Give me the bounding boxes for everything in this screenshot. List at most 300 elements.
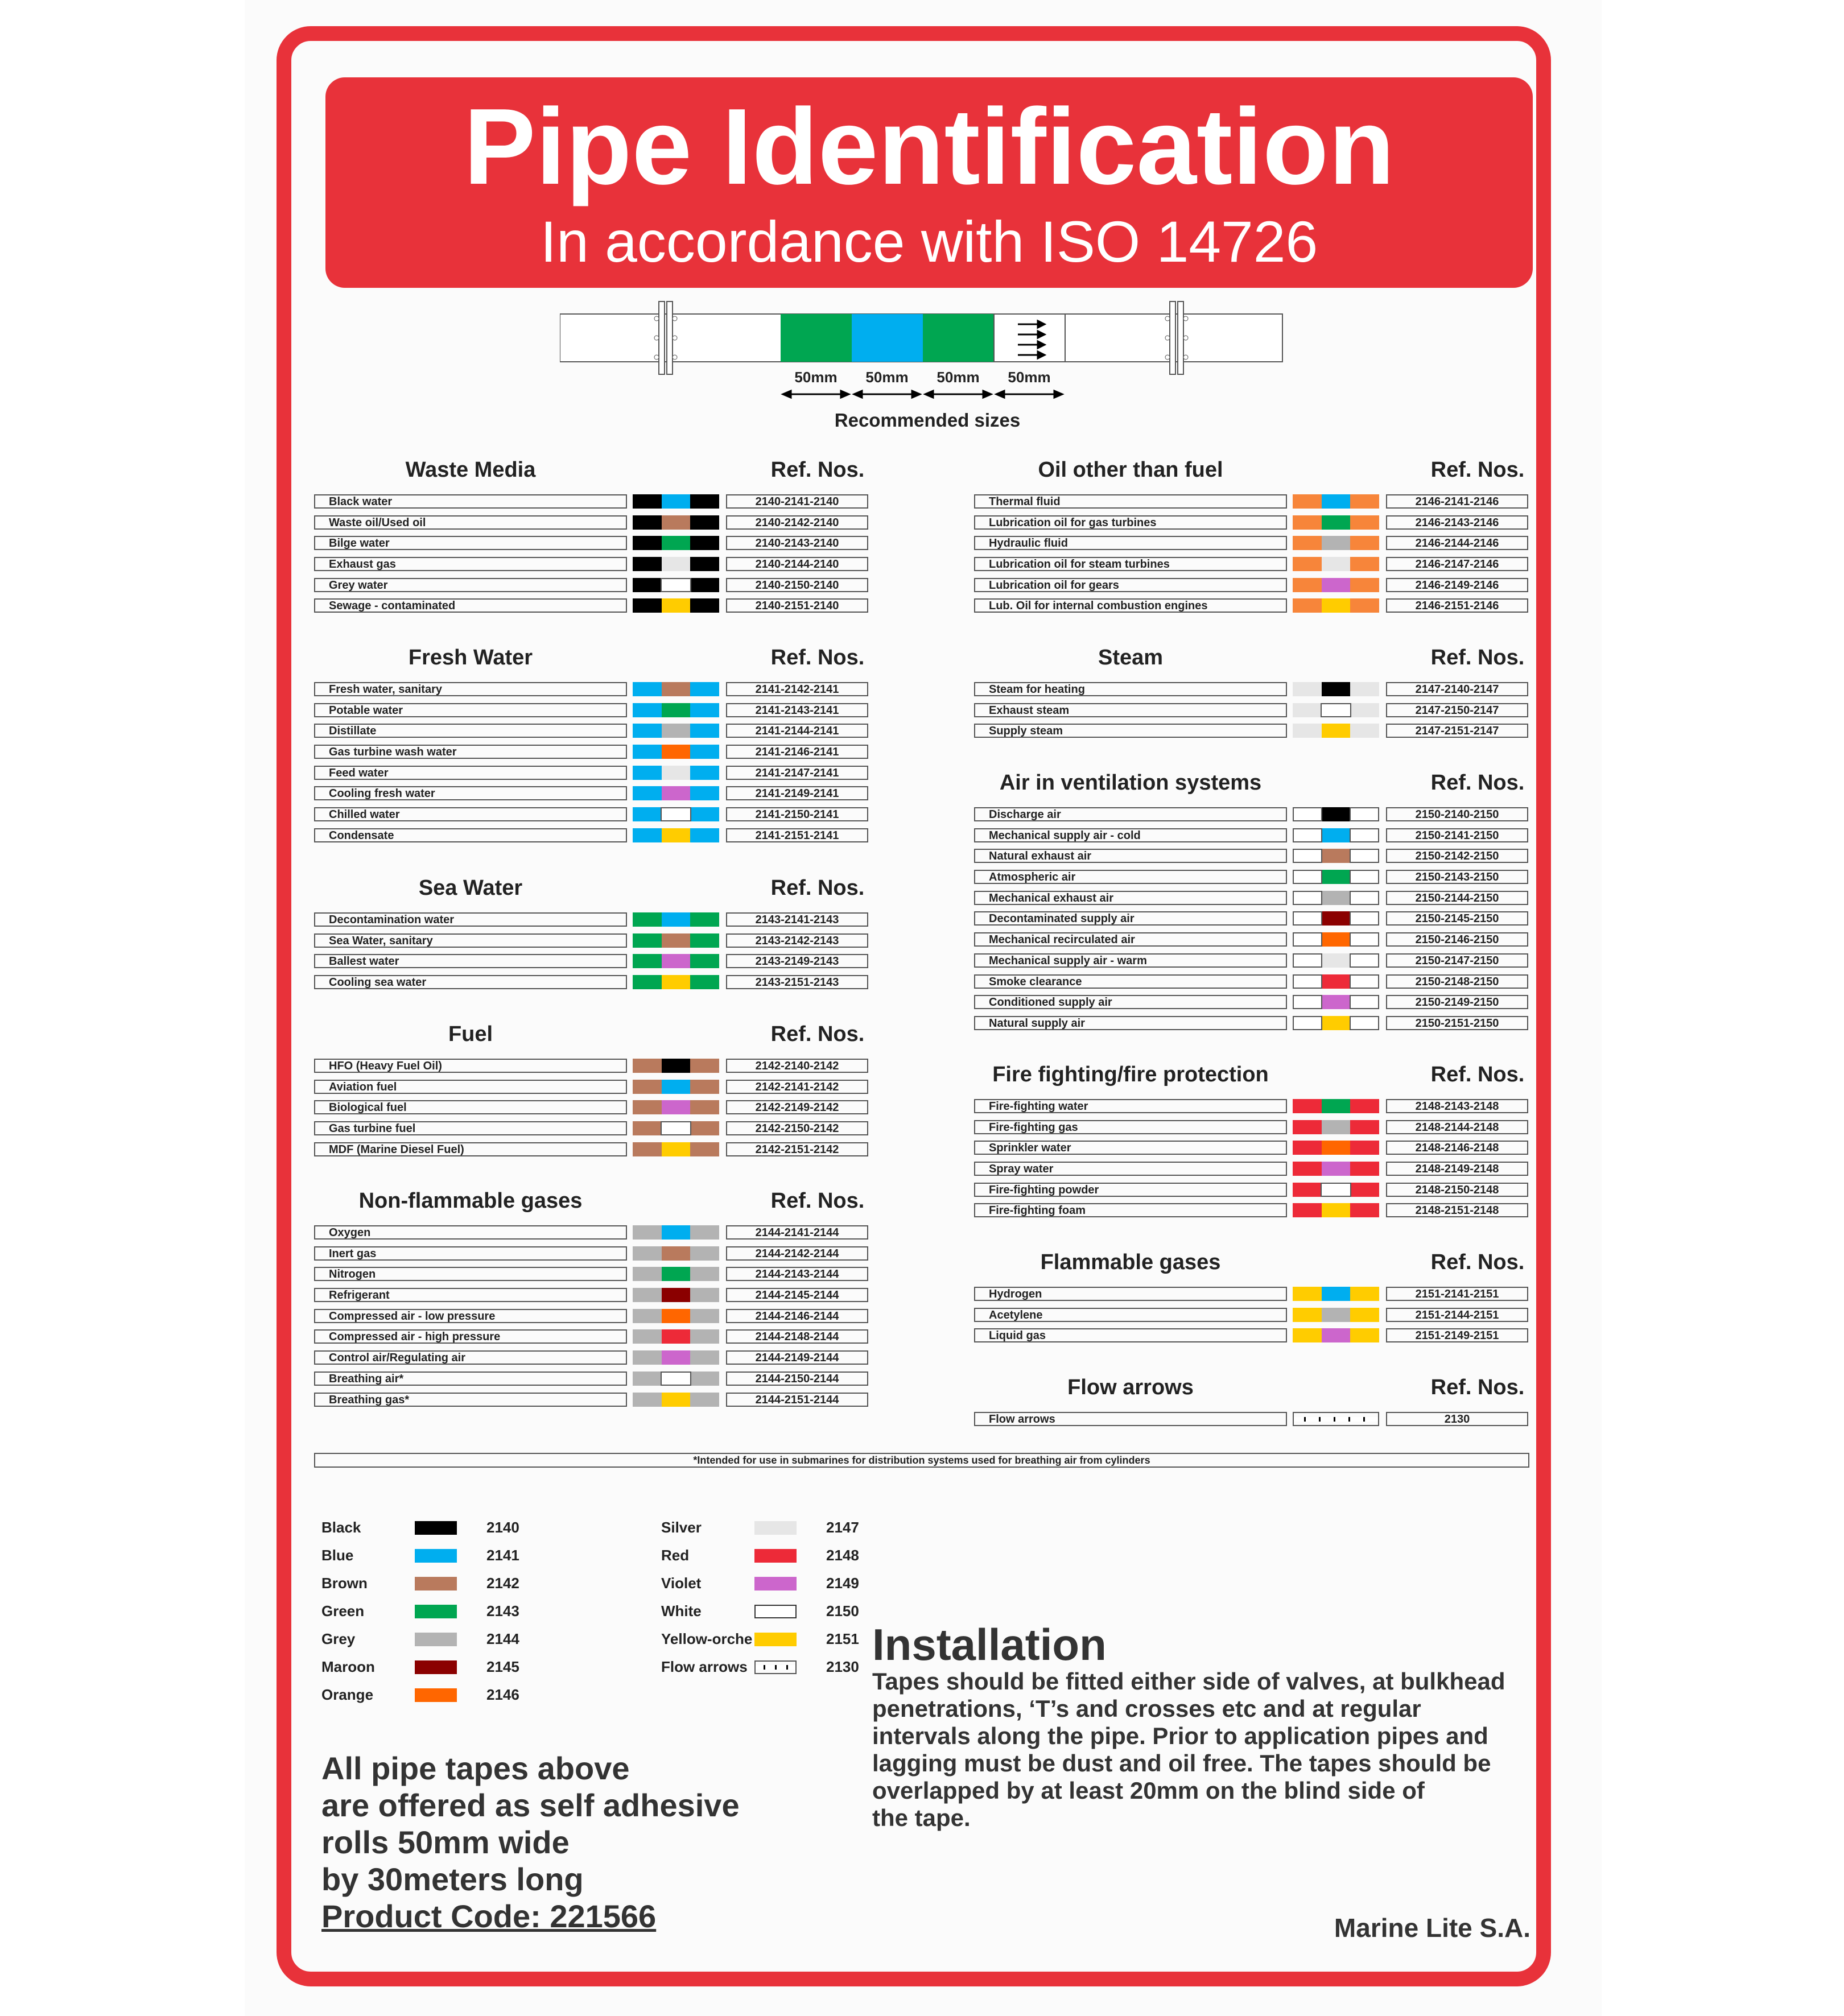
swatch-band-light_orange [1293,536,1322,550]
offer-line: are offered as self adhesive [321,1787,740,1823]
pipe-label: Supply steam [974,724,1287,738]
tape-band-2 [852,314,923,362]
swatch-band-blue [633,786,662,800]
swatch-band-blue [691,807,719,821]
swatch-band-light_orange [1293,557,1322,571]
ref-number: 2150-2149-2150 [1386,995,1528,1009]
ref-number: 2140-2143-2140 [726,536,868,550]
swatch-band-grey [633,1288,662,1302]
ref-number: 2140-2151-2140 [726,598,868,613]
swatch-band-green [690,954,719,968]
swatch-band-light_orange [1350,515,1379,530]
swatch-band-brown [633,1059,662,1073]
pipe-label: Fire-fighting powder [974,1183,1287,1197]
swatch-band-light_orange [1293,578,1322,592]
table-row [314,1286,883,1307]
color-legend-left [321,1519,549,1714]
ref-number: 2144-2142-2144 [726,1246,868,1261]
ref-number: 2142-2141-2142 [726,1080,868,1094]
pipe-label: Control air/Regulating air [314,1350,627,1365]
section-sea-water [314,870,883,994]
ref-nos-header: Ref. Nos. [1430,458,1525,482]
legend-item [321,1686,549,1714]
section-air-in-ventilation-systems [974,765,1543,1035]
color-swatch [633,1059,719,1073]
swatch-band-grey [690,1393,719,1407]
swatch-band-green [633,912,662,927]
ref-number: 2148-2143-2148 [1386,1099,1528,1113]
pipe-label: Nitrogen [314,1267,627,1281]
ref-number: 2144-2150-2144 [726,1371,868,1386]
ref-number: 2147-2140-2147 [1386,682,1528,696]
pipe-label: Potable water [314,703,627,717]
ref-nos-header: Ref. Nos. [1430,1250,1525,1274]
color-legend-right [661,1519,889,1686]
pipe-label: Gas turbine wash water [314,745,627,759]
color-swatch [1293,870,1379,884]
pipe-label: Fire-fighting foam [974,1203,1287,1217]
pipe-label: Flow arrows [974,1412,1287,1426]
table-row [974,1118,1543,1139]
swatch-band-black [633,494,662,509]
legend-color-name: Maroon [321,1658,375,1675]
section-title: Oil other than fuel [1038,458,1223,482]
company-name: Marine Lite S.A. [1334,1913,1531,1943]
swatch-band-blue [662,1225,691,1240]
legend-item [321,1630,549,1658]
installation-line: lagging must be dust and oil free. The tapes should be [872,1750,1491,1777]
table-row [314,1327,883,1348]
table-row [974,1306,1543,1327]
swatch-band-white [1293,807,1322,821]
color-swatch [633,515,719,530]
swatch-band-black [690,536,719,550]
pipe-label: Compressed air - high pressure [314,1329,627,1344]
legend-code: 2151 [826,1630,859,1647]
ref-number: 2147-2150-2147 [1386,703,1528,717]
swatch-band-blue [662,1080,691,1094]
table-row [314,1056,883,1077]
table-row [314,1119,883,1140]
pipe-label: Hydraulic fluid [974,536,1287,550]
swatch-band-green [690,975,719,989]
section-title: Flow arrows [1067,1375,1194,1399]
title-banner [325,77,1533,288]
color-swatch [633,1121,719,1135]
swatch-band-yellow [1293,1308,1322,1322]
color-swatch [1293,953,1379,968]
color-swatch [633,682,719,696]
ref-nos-header: Ref. Nos. [1430,771,1525,795]
swatch-band-light_orange [1293,494,1322,509]
swatch-band-brown [690,1142,719,1156]
ref-number: 2141-2143-2141 [726,703,868,717]
table-row [974,1284,1543,1306]
swatch-band-grey [1322,1308,1351,1322]
swatch-band-white [1321,1183,1351,1197]
ref-number: 2150-2151-2150 [1386,1016,1528,1030]
color-swatch [1293,515,1379,530]
ref-number: 2144-2141-2144 [726,1225,868,1240]
ref-number: 2141-2146-2141 [726,745,868,759]
swatch-band-orange [662,1309,691,1323]
swatch-band-light_orange [1350,536,1379,550]
color-swatch [633,1100,719,1114]
table-row [974,909,1543,930]
ref-number: 2142-2150-2142 [726,1121,868,1135]
color-swatch [633,1142,719,1156]
table-row [314,1098,883,1119]
swatch-band-violet [1322,578,1351,592]
swatch-band-blue [633,766,662,780]
installation-line: penetrations, ‘T’s and crosses etc and at regular [872,1695,1421,1722]
legend-code: 2145 [486,1658,519,1675]
ref-number: 2150-2140-2150 [1386,807,1528,821]
table-row [314,513,883,534]
section-flammable-gases [974,1245,1543,1347]
ref-number: 2150-2144-2150 [1386,891,1528,905]
color-swatch [633,598,719,613]
pipe-label: Sewage - contaminated [314,598,627,613]
table-row [314,952,883,973]
installation-line: intervals along the pipe. Prior to application pipes and [872,1722,1488,1749]
swatch-band-grey [1322,891,1350,905]
legend-item [321,1658,549,1686]
tape-band-3 [923,314,994,362]
swatch-band-yellow [1322,598,1351,613]
color-swatch [1293,494,1379,509]
pipe-label: Fire-fighting gas [974,1120,1287,1134]
table-row [974,513,1543,534]
offer-line: rolls 50mm wide [321,1824,570,1860]
pipe-label: Black water [314,494,627,509]
swatch-band-brown [690,1059,719,1073]
ref-number: 2143-2142-2143 [726,933,868,948]
pipe-label: Smoke clearance [974,974,1287,989]
swatch-band-orange [1322,932,1350,947]
table-row [974,1410,1543,1431]
swatch-band-yellow [662,598,691,613]
ref-number: 2147-2151-2147 [1386,724,1528,738]
legend-color-name: Yellow-orche [661,1630,753,1647]
swatch-band-white [661,578,691,592]
ref-number: 2144-2145-2144 [726,1288,868,1302]
legend-item [321,1575,549,1602]
swatch-band-black [633,536,662,550]
swatch-band-blue [690,828,719,842]
table-row [974,993,1543,1014]
ref-number: 2140-2141-2140 [726,494,868,509]
swatch-band-white [1350,828,1379,842]
swatch-band-orange [1322,1141,1351,1155]
swatch-band-white [1293,974,1322,989]
legend-color-name: Orange [321,1686,374,1703]
swatch-band-blue [633,682,662,696]
ref-number: 2150-2143-2150 [1386,870,1528,884]
swatch-band-yellow [1322,1016,1350,1030]
swatch-band-silver [662,557,691,571]
swatch-band-white [1293,891,1322,905]
ref-number: 2150-2141-2150 [1386,828,1528,842]
pipe-label: Decontaminated supply air [974,911,1287,926]
pipe-diagram [560,296,1286,427]
ref-number: 2144-2149-2144 [726,1350,868,1365]
swatch-band-blue [633,724,662,738]
legend-color-name: Green [321,1602,365,1620]
pipe-label: Exhaust gas [314,557,627,571]
swatch-band-white [1350,849,1379,863]
ref-number: 2146-2144-2146 [1386,536,1528,550]
legend-color-chip [415,1605,457,1618]
legend-color-chip [415,1577,457,1591]
ref-number: 2148-2144-2148 [1386,1120,1528,1134]
pipe-label: Atmospheric air [974,870,1287,884]
legend-color-name: Violet [661,1575,702,1592]
legend-color-chip [754,1577,797,1591]
swatch-band-white [1293,953,1322,968]
pipe-label: Oxygen [314,1225,627,1240]
swatch-band-red [1293,1141,1322,1155]
swatch-band-blue [1322,828,1350,842]
swatch-band-grey [1322,1120,1351,1134]
ref-number: 2150-2148-2150 [1386,974,1528,989]
swatch-band-grey [1322,536,1351,550]
table-row [314,784,883,805]
table-row [314,910,883,931]
swatch-band-silver [1322,953,1350,968]
section-non-flammable-gases [314,1183,883,1411]
ref-number: 2151-2149-2151 [1386,1328,1528,1342]
pipe-label: Inert gas [314,1246,627,1261]
ref-number: 2146-2149-2146 [1386,578,1528,592]
swatch-band-black [633,598,662,613]
swatch-band-grey [633,1225,662,1240]
color-swatch [1293,828,1379,842]
pipe-label: Refrigerant [314,1288,627,1302]
swatch-band-blue [690,724,719,738]
ref-number: 2151-2144-2151 [1386,1308,1528,1322]
legend-code: 2130 [826,1658,859,1675]
table-row [974,596,1543,617]
swatch-band-blue [690,682,719,696]
installation-title: Installation [872,1620,1107,1670]
section-header [974,1245,1543,1284]
swatch-band-brown [1322,849,1350,863]
table-row [974,1138,1543,1159]
legend-code: 2142 [486,1575,519,1592]
swatch-band-white [1350,953,1379,968]
ref-nos-header: Ref. Nos. [770,1022,865,1046]
swatch-band-white [661,1371,691,1386]
swatch-band-brown [633,1080,662,1094]
pipe-label: Fresh water, sanitary [314,682,627,696]
legend-color-name: Red [661,1547,690,1564]
swatch-band-yellow [662,828,691,842]
swatch-band-black [690,598,719,613]
color-swatch [633,954,719,968]
table-row [974,680,1543,701]
swatch-band-black [633,557,662,571]
table-row [314,596,883,617]
swatch-band-brown [662,1246,691,1261]
ref-nos-header: Ref. Nos. [770,458,865,482]
pipe-label: Grey water [314,578,627,592]
swatch-band-yellow [662,1142,691,1156]
swatch-band-white [1293,932,1322,947]
swatch-band-green [1322,1099,1351,1113]
swatch-band-grey [691,1371,719,1386]
swatch-band-green [662,703,691,717]
swatch-band-blue [662,912,691,927]
ref-number: 2140-2144-2140 [726,557,868,571]
legend-item [321,1519,549,1547]
table-row [314,763,883,784]
table-row [314,742,883,763]
table-row [314,805,883,826]
ref-number: 2144-2148-2144 [726,1329,868,1344]
color-swatch [633,1080,719,1094]
swatch-band-brown [662,515,691,530]
swatch-band-maroon [1322,911,1350,926]
ref-number: 2143-2141-2143 [726,912,868,927]
color-swatch [1293,1162,1379,1176]
legend-color-name: Black [321,1519,361,1536]
table-row [974,826,1543,847]
ref-number: 2141-2147-2141 [726,766,868,780]
pipe-label: Conditioned supply air [974,995,1287,1009]
flow-arrows-swatch [1293,1412,1379,1426]
section-flow-arrows [974,1370,1543,1431]
pipe-label: Hydrogen [974,1287,1287,1301]
pipe-label: Lubrication oil for steam turbines [974,557,1287,571]
swatch-band-light_orange [1350,578,1379,592]
legend-color-chip [415,1633,457,1646]
pipe-label: Discharge air [974,807,1287,821]
swatch-band-blue [690,786,719,800]
swatch-band-yellow [1293,1287,1322,1301]
ref-number: 2140-2142-2140 [726,515,868,530]
table-row [974,576,1543,597]
legend-color-name: Grey [321,1630,356,1647]
swatch-band-orange [662,745,691,759]
tape-band-1 [781,314,852,362]
swatch-band-green [690,933,719,948]
section-title: Non-flammable gases [358,1189,583,1213]
swatch-band-light_orange [1350,557,1379,571]
swatch-band-red [1350,1120,1379,1134]
color-swatch [633,1371,719,1386]
color-swatch [633,557,719,571]
section-title: Fresh Water [408,646,533,670]
table-row [314,1265,883,1286]
ref-number: 2146-2151-2146 [1386,598,1528,613]
swatch-band-black [690,494,719,509]
ref-number: 2150-2142-2150 [1386,849,1528,863]
swatch-band-yellow [1293,1328,1322,1342]
swatch-band-white [1350,911,1379,926]
legend-code: 2146 [486,1686,519,1703]
section-header [314,640,883,680]
legend-code: 2140 [486,1519,519,1536]
swatch-band-light_orange [1293,598,1322,613]
legend-item [321,1547,549,1575]
color-swatch [633,912,719,927]
swatch-band-violet [1322,1162,1351,1176]
pipe-label: Fire-fighting water [974,1099,1287,1113]
product-code: Product Code: 221566 [321,1898,657,1934]
swatch-band-yellow [1322,724,1351,738]
pipe-label: Breathing gas* [314,1393,627,1407]
pipe-label: Ballest water [314,954,627,968]
pipe-label: Lubrication oil for gears [974,578,1287,592]
swatch-band-grey [633,1246,662,1261]
section-header [314,452,883,492]
legend-color-name: Silver [661,1519,702,1536]
legend-color-chip [754,1549,797,1563]
color-swatch [633,578,719,592]
section-steam [974,640,1543,742]
legend-color-name: Brown [321,1575,368,1592]
swatch-band-maroon [662,1288,691,1302]
swatch-band-yellow [1350,1287,1379,1301]
swatch-band-white [1350,870,1379,884]
color-swatch [1293,1328,1379,1342]
section-header [974,1370,1543,1410]
swatch-band-black [691,578,719,592]
table-row [314,1348,883,1369]
pipe-label: Breathing air* [314,1371,627,1386]
table-row [314,576,883,597]
table-row [974,930,1543,951]
ref-number: 2151-2141-2151 [1386,1287,1528,1301]
legend-item [661,1602,889,1630]
section-title: Waste Media [405,458,536,482]
swatch-band-violet [662,954,691,968]
section-fire-fighting-fire-protection [974,1057,1543,1222]
swatch-band-red [1293,1099,1322,1113]
table-row [974,805,1543,826]
swatch-band-white [661,807,691,821]
ref-number: 2141-2149-2141 [726,786,868,800]
table-row [314,931,883,952]
swatch-band-violet [1322,995,1350,1009]
legend-code: 2147 [826,1519,859,1536]
section-header [974,1057,1543,1097]
swatch-band-white [1321,703,1351,717]
pipe-label: Gas turbine fuel [314,1121,627,1135]
swatch-band-brown [662,682,691,696]
pipe-label: Biological fuel [314,1100,627,1114]
swatch-band-brown [633,1121,661,1135]
pipe-label: Lubrication oil for gas turbines [974,515,1287,530]
swatch-band-brown [662,933,691,948]
table-row [314,721,883,742]
swatch-band-blue [662,494,691,509]
ref-number: 2148-2151-2148 [1386,1203,1528,1217]
color-swatch [633,1225,719,1240]
color-swatch [633,1393,719,1407]
legend-item [661,1519,889,1547]
ref-number: 2130 [1386,1412,1528,1426]
pipe-label: Chilled water [314,807,627,821]
ref-number: 2148-2149-2148 [1386,1162,1528,1176]
swatch-band-light_orange [1350,598,1379,613]
swatch-band-green [633,933,662,948]
legend-color-name: Flow arrows [661,1658,748,1675]
page-title: Pipe Identification [463,86,1395,207]
section-waste-media [314,452,883,617]
pipe-label: Steam for heating [974,682,1287,696]
